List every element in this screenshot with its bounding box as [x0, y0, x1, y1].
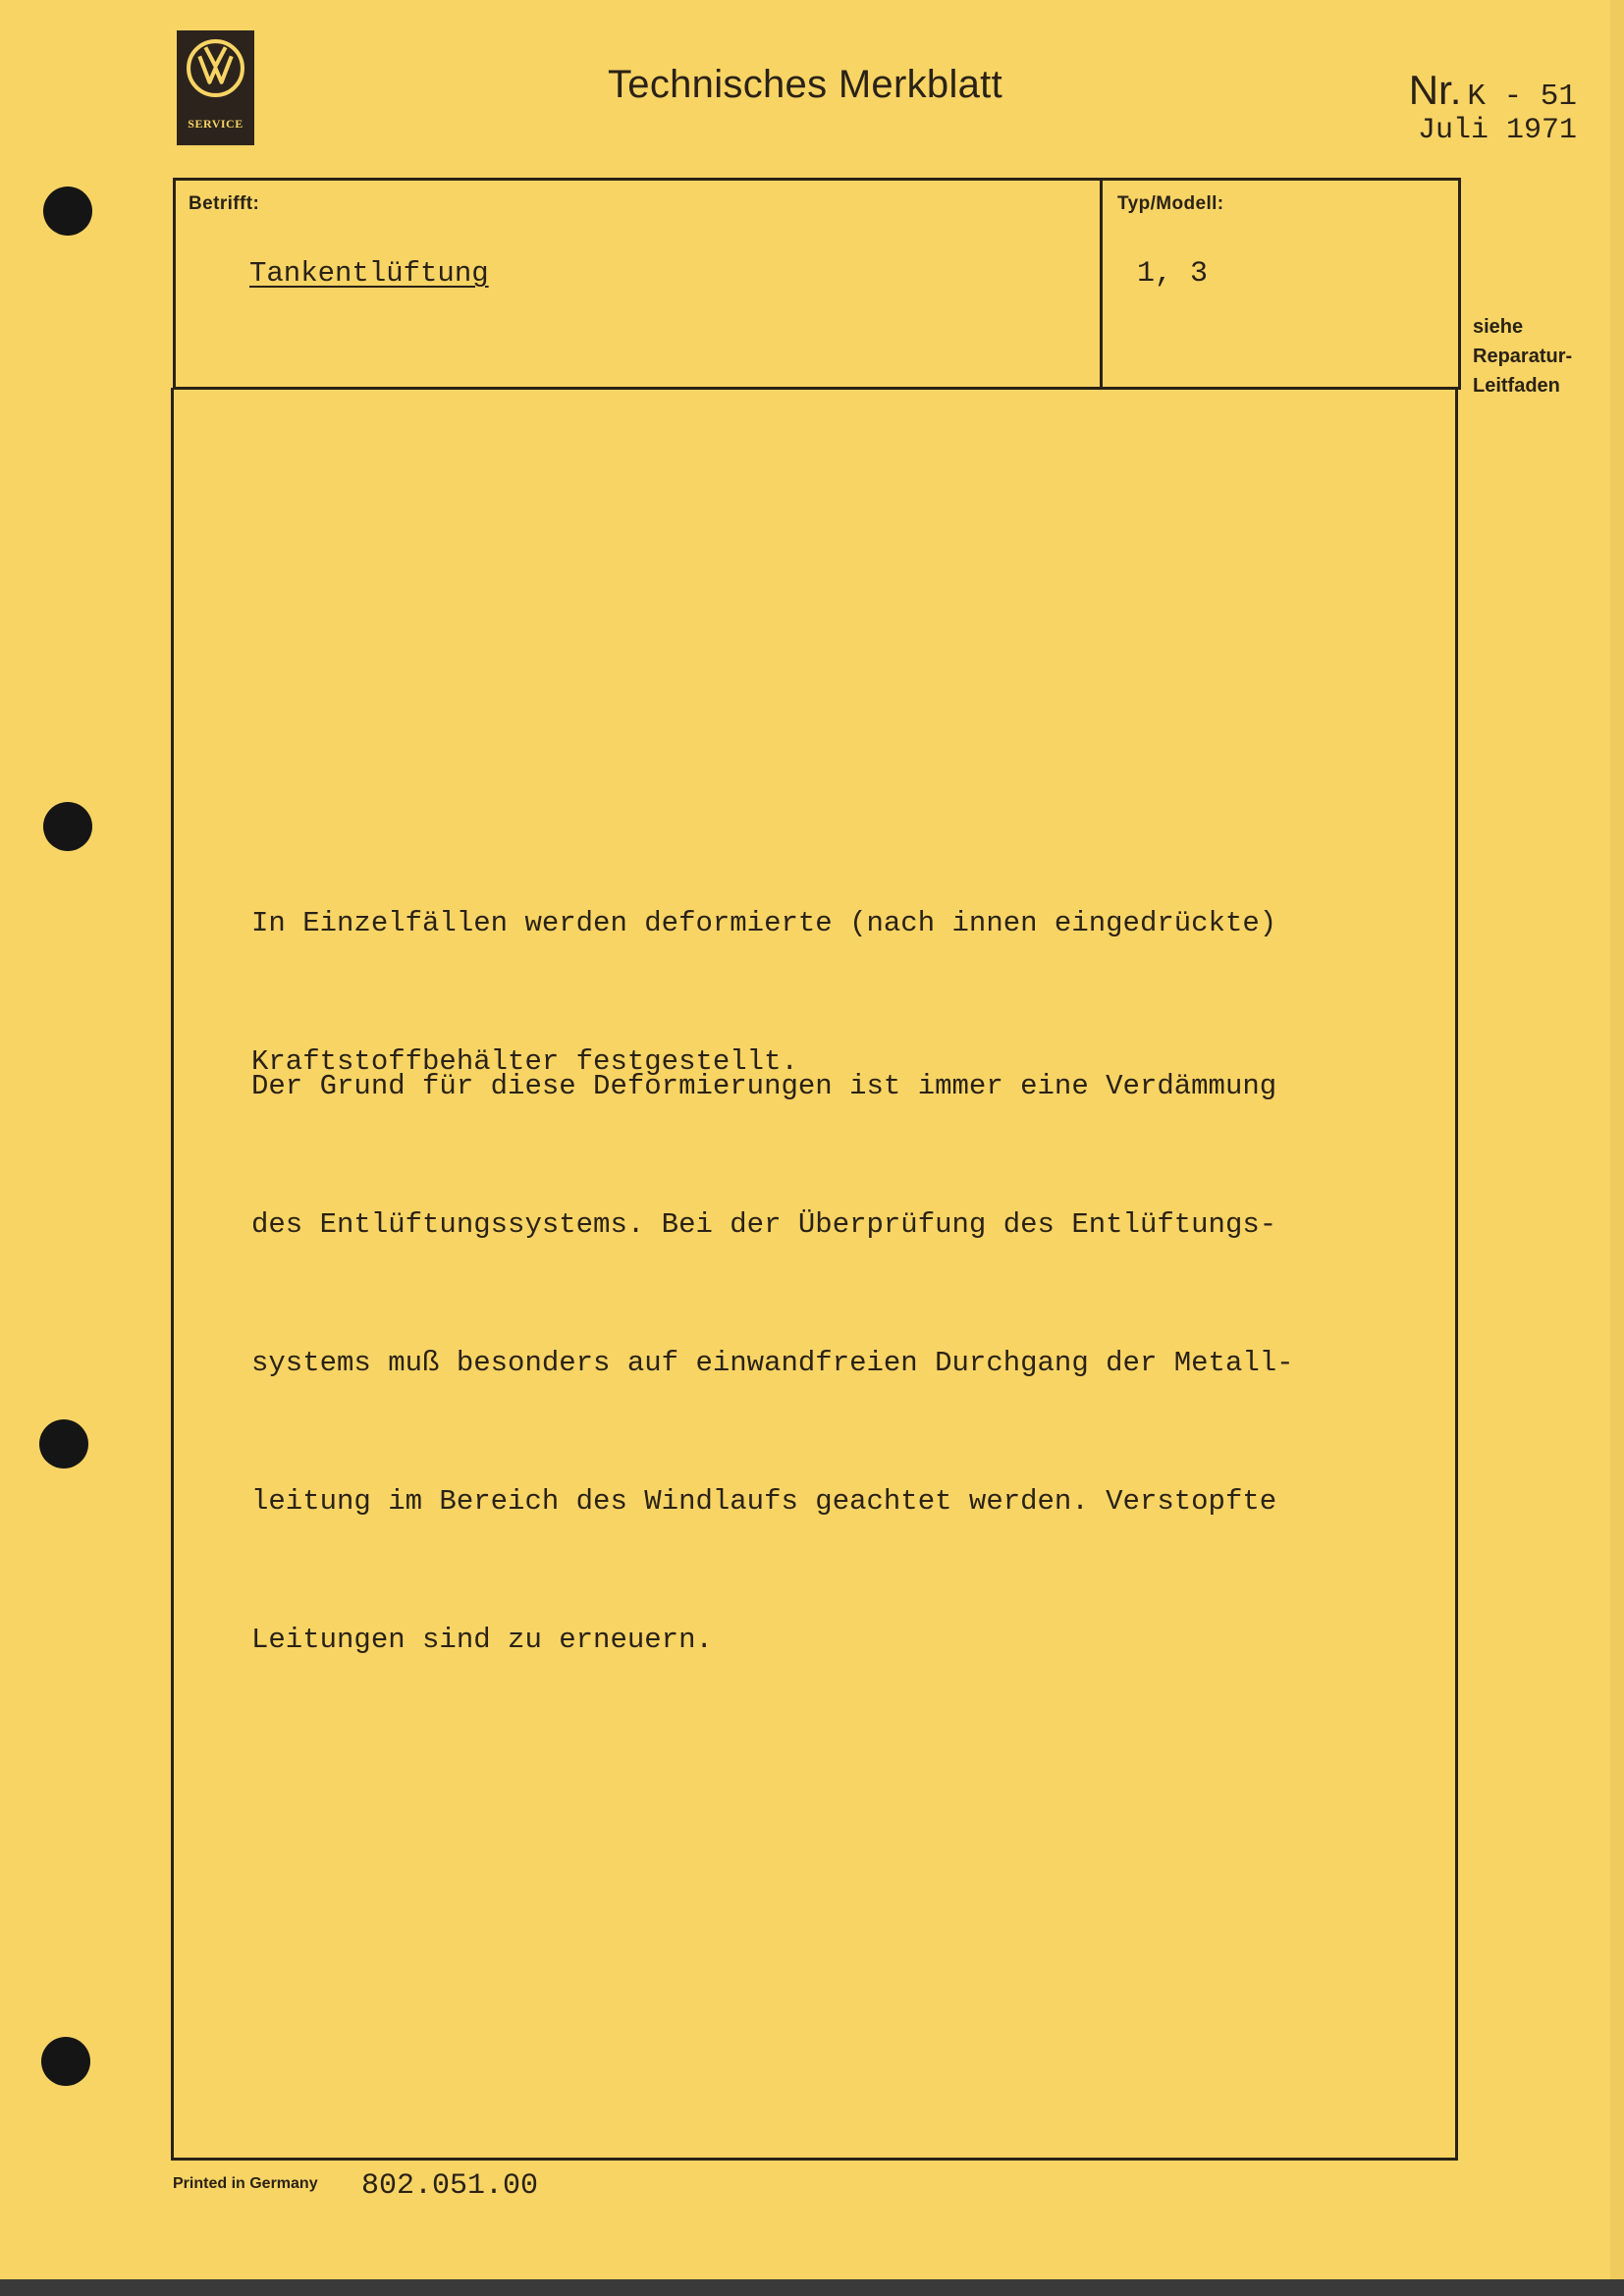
document-number	[1409, 67, 1577, 114]
text-line: Leitungen sind zu erneuern.	[251, 1624, 713, 1656]
punch-hole	[43, 187, 92, 236]
vw-logo	[177, 30, 254, 145]
printed-note: Printed in Germany	[173, 2175, 318, 2192]
reference-line: siehe	[1473, 316, 1524, 338]
text-line: des Entlüftungssystems. Bei der Überprüfung des Entlüftungs-	[251, 1208, 1277, 1241]
subject-label: Betrifft:	[189, 193, 260, 214]
text-line: Der Grund für diese Deformierungen ist immer eine Verdämmung	[251, 1070, 1277, 1102]
text-line: leitung im Bereich des Windlaufs geachtet werden. Verstopfte	[251, 1485, 1277, 1518]
body-paragraph	[251, 971, 1380, 1709]
number-label: Nr.	[1408, 67, 1462, 113]
model-text: 1, 3	[1137, 257, 1209, 291]
punch-hole	[39, 1419, 88, 1468]
logo-label: SERVICE	[188, 117, 244, 131]
model-label: Typ/Modell:	[1117, 193, 1224, 214]
text-line: systems muß besonders auf einwandfreien Durchgang der Metall-	[251, 1347, 1294, 1379]
punch-hole	[43, 802, 92, 851]
document-title: Technisches Merkblatt	[607, 63, 1003, 106]
punch-hole	[41, 2037, 90, 2086]
vw-emblem-icon	[186, 38, 245, 98]
scan-background	[0, 2279, 1624, 2296]
header-divider	[1100, 178, 1103, 390]
reference-line: Reparatur-	[1473, 346, 1573, 367]
number-value: K - 51	[1467, 80, 1577, 114]
form-number: 802.051.00	[361, 2169, 539, 2203]
reference-note	[1473, 312, 1572, 400]
reference-line: Leitfaden	[1473, 375, 1560, 397]
text-line: Kraftstoffbehälter festgestellt.	[251, 1045, 798, 1078]
document-date: Juli 1971	[1417, 114, 1577, 147]
text-line: In Einzelfällen werden deformierte (nach innen eingedrückte)	[251, 907, 1277, 939]
subject-text: Tankentlüftung	[249, 257, 489, 290]
page-edge	[1610, 0, 1624, 2279]
